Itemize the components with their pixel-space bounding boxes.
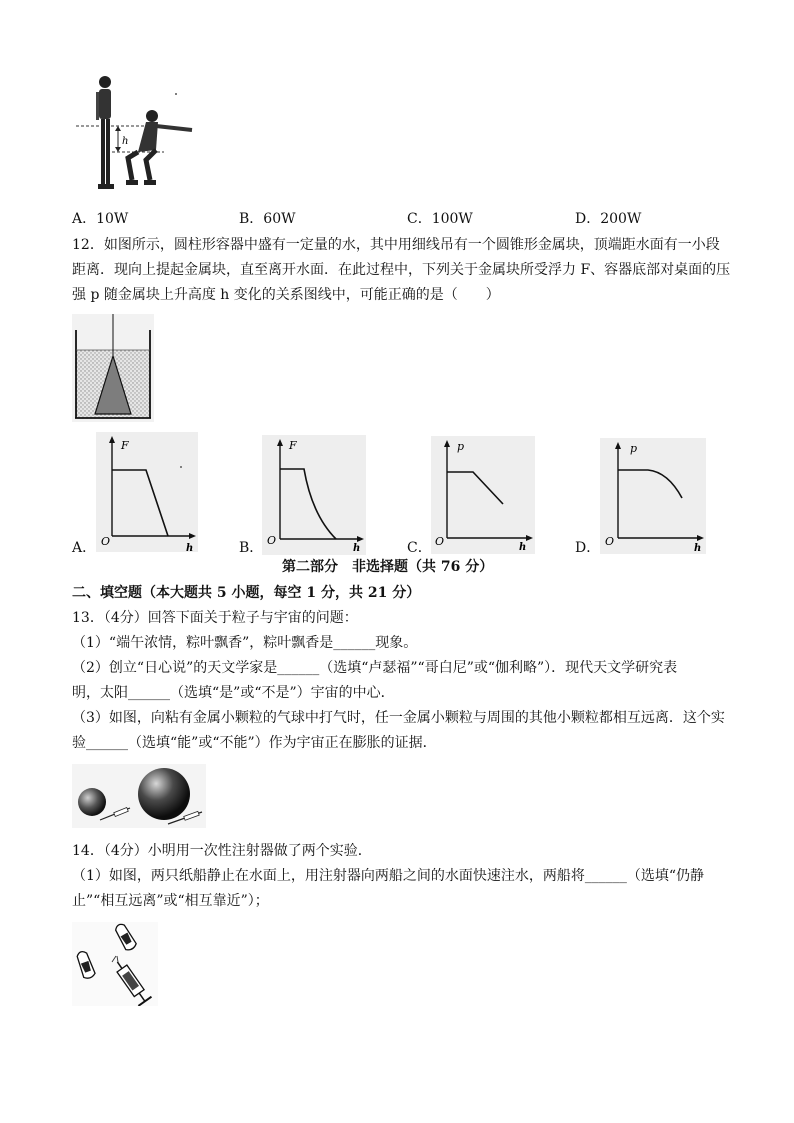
boats-syringe-figure — [72, 922, 158, 1006]
h-label: h — [122, 136, 129, 147]
q11-option-b: B．60W — [239, 211, 296, 227]
container-figure — [72, 314, 154, 422]
graph-b — [262, 435, 366, 555]
q12-line2: 距离．现向上提起金属块，直至离开水面．在此过程中，下列关于金属块所受浮力 F、容器底部对桌面的压 — [72, 262, 731, 278]
q12-line1: 12．如图所示，圆柱形容器中盛有一定量的水，其中用细线吊有一个圆锥形金属块，顶端距水面有一小段 — [72, 237, 720, 253]
graph-b-x-label: h — [353, 543, 361, 554]
graph-a-y-label: F — [121, 439, 129, 452]
graph-b-y-label: F — [289, 439, 297, 452]
graph-a — [96, 432, 198, 552]
part2-title: 第二部分 非选择题（共 76 分） — [282, 559, 494, 575]
q12-line3: 强 p 随金属块上升高度 h 变化的关系图线中，可能正确的是（ ） — [72, 287, 500, 303]
graph-d-label: D． — [575, 540, 601, 556]
q14-part1-line1: （1）如图，两只纸船静止在水面上，用注射器向两船之间的水面快速注水，两船将______（选填“仍静 — [72, 868, 705, 884]
section-title: 二、填空题（本大题共 5 小题，每空 1 分，共 21 分） — [72, 585, 421, 601]
q13-part1: （1）“端午浓情，粽叶飘香”，粽叶飘香是______现象。 — [72, 635, 418, 651]
squat-figure — [72, 72, 202, 196]
q13-part3-line2: 验______（选填“能”或“不能”）作为宇宙正在膨胀的证据． — [72, 735, 437, 751]
q14-part1-line2: 止”“相互远离”或“相互靠近”）； — [72, 893, 269, 909]
graph-b-label: B． — [239, 540, 264, 556]
q13-intro: 13．（4分）回答下面关于粒子与宇宙的问题： — [72, 610, 358, 626]
q13-part2-line1: （2）创立“日心说”的天文学家是______（选填“卢瑟福”“哥白尼”或“伽利略”）．现代天文学研究表 — [72, 660, 678, 676]
graph-b-origin: O — [267, 534, 277, 547]
q13-part3-line1: （3）如图，向粘有金属小颗粒的气球中打气时，任一金属小颗粒与周围的其他小颗粒都相互远离．这个实 — [72, 710, 725, 726]
graph-a-label: A． — [72, 540, 97, 556]
q11-option-a: A．10W — [72, 211, 129, 227]
q14-intro: 14．（4分）小明用一次性注射器做了两个实验． — [72, 843, 372, 859]
q11-option-d: D．200W — [575, 211, 642, 227]
graph-a-x-label: h — [186, 543, 194, 552]
q11-option-c: C．100W — [407, 211, 473, 227]
graph-c — [431, 436, 535, 554]
graph-c-x-label: h — [519, 542, 527, 553]
graph-c-label: C． — [407, 540, 432, 556]
graph-d-origin: O — [605, 535, 615, 548]
q13-part2-line2: 明，太阳______（选填“是”或“不是”）宇宙的中心． — [72, 685, 395, 701]
graph-d — [600, 438, 706, 554]
graph-d-x-label: h — [694, 543, 702, 554]
graph-c-y-label: p — [457, 440, 465, 453]
graph-a-origin: O — [101, 535, 111, 548]
graph-c-origin: O — [435, 535, 445, 548]
graph-d-y-label: p — [630, 442, 638, 455]
balloon-figure — [72, 764, 206, 828]
